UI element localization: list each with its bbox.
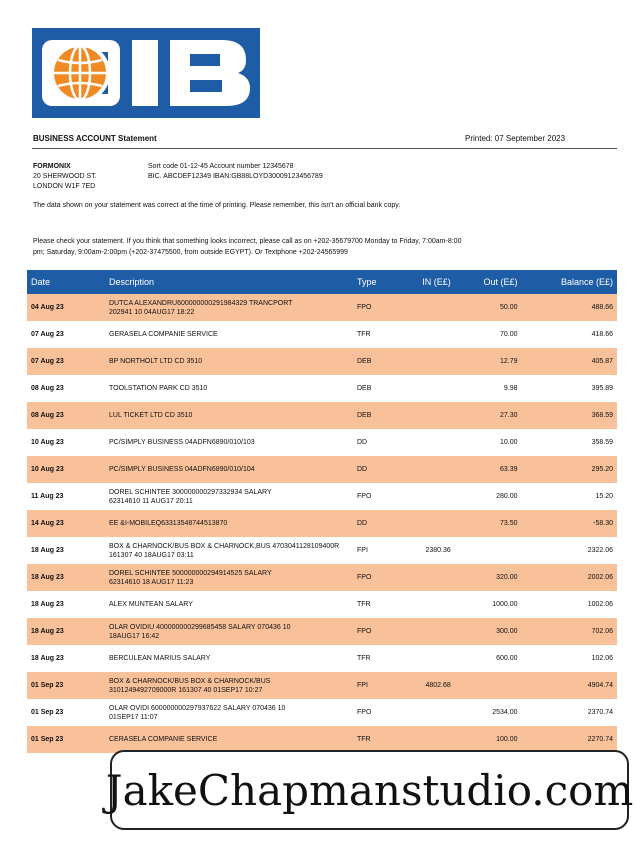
cell-balance: 2270.74 <box>522 726 617 753</box>
cell-date: 01 Sep 23 <box>27 726 105 753</box>
cell-in <box>397 591 455 618</box>
cell-balance: 2322.06 <box>587 547 613 554</box>
cell-description: PC/SIMPLY BUSINESS 04ADFN6890/010/104 <box>105 456 353 483</box>
table-header-row <box>27 270 617 294</box>
cell-out: 600.00 <box>496 655 518 662</box>
cell-date: 01 Sep 23 <box>27 672 105 699</box>
cell-out <box>455 672 522 699</box>
col-out: Out (E£) <box>455 270 522 294</box>
accuracy-notice: The data shown on your statement was correct at the time of printing. Please remember, this isn't an official bank copy. <box>33 202 401 209</box>
cell-balance: 418.66 <box>591 331 613 338</box>
cell-description: ALEX MUNTEAN SALARY <box>109 601 193 608</box>
account-line-2: BIC. ABCDEF12349 IBAN:GB88LOYD30009123456789 <box>148 173 323 180</box>
cell-balance: 395.89 <box>591 385 613 392</box>
cell-balance: 368.59 <box>522 402 617 429</box>
table-row <box>27 429 617 456</box>
cell-date: 08 Aug 23 <box>27 402 105 429</box>
cell-type: FPO <box>357 493 372 500</box>
cell-date: 18 Aug 23 <box>27 564 105 591</box>
cell-balance: 2370.74 <box>587 709 613 716</box>
cell-description: BP NORTHOLT LTD CD 3510 <box>105 348 353 375</box>
cell-in <box>397 726 455 753</box>
cell-out: 2534.00 <box>492 709 518 716</box>
table-row <box>27 645 617 672</box>
cell-date: 18 Aug 23 <box>31 601 64 608</box>
cell-type: TFR <box>353 726 397 753</box>
cell-date: 14 Aug 23 <box>27 510 105 537</box>
cell-description: DOREL SCHINTEE 500000000294914525 SALARY 62314610 18 AUG17 11:23 <box>105 564 353 591</box>
cell-in: 4802.68 <box>397 672 455 699</box>
cell-in <box>397 321 455 348</box>
table-row <box>27 564 617 591</box>
cell-description: LUL TICKET LTD CD 3510 <box>105 402 353 429</box>
statement-title: BUSINESS ACCOUNT Statement <box>33 134 157 143</box>
table-row <box>27 348 617 375</box>
cell-out: 50.00 <box>455 294 522 321</box>
cell-in: 2380.36 <box>425 547 451 554</box>
cell-in <box>397 375 455 402</box>
cell-out: 73.50 <box>455 510 522 537</box>
cell-type: FPI <box>357 547 368 554</box>
cell-date: 04 Aug 23 <box>27 294 105 321</box>
address-line-1: 20 SHERWOOD ST. <box>33 173 97 180</box>
cell-out: 9.98 <box>503 385 518 392</box>
cell-date: 18 Aug 23 <box>27 618 105 645</box>
cell-in <box>397 294 455 321</box>
cell-out: 280.00 <box>496 493 518 500</box>
cell-out: 320.00 <box>455 564 522 591</box>
table-row <box>27 672 617 699</box>
transactions-table <box>27 270 617 753</box>
cell-type: DEB <box>353 402 397 429</box>
cell-balance: 102.06 <box>591 655 613 662</box>
cell-balance: 1002.06 <box>587 601 613 608</box>
cell-type: FPI <box>353 672 397 699</box>
col-balance: Balance (E£) <box>522 270 617 294</box>
cell-type: FPO <box>357 709 372 716</box>
col-type: Type <box>353 270 397 294</box>
cell-description: BERCULEAN MARIUS SALARY <box>109 655 211 662</box>
cell-out: 27.30 <box>455 402 522 429</box>
cell-description: TOOLSTATION PARK CD 3510 <box>109 385 208 392</box>
cell-out: 100.00 <box>455 726 522 753</box>
cell-in <box>397 564 455 591</box>
table-row <box>27 699 617 726</box>
cell-date: 10 Aug 23 <box>31 439 64 446</box>
cell-date: 07 Aug 23 <box>27 348 105 375</box>
cell-out: 1000.00 <box>492 601 518 608</box>
cell-type: TFR <box>357 331 371 338</box>
cell-date: 01 Sep 23 <box>31 709 64 716</box>
table-row <box>27 483 617 510</box>
customer-address <box>33 162 97 192</box>
cell-description: CERASELA COMPANIE SERVICE <box>105 726 353 753</box>
cell-balance: 295.20 <box>522 456 617 483</box>
cell-balance: 488.66 <box>522 294 617 321</box>
cell-in <box>397 402 455 429</box>
cell-date: 07 Aug 23 <box>31 331 64 338</box>
cell-balance: 702.06 <box>522 618 617 645</box>
cell-description: DUTCA ALEXANDRU600000000291984329 TRANCPORT 202941 10 04AUG17 18:22 <box>105 294 353 321</box>
cell-in <box>397 429 455 456</box>
cell-out: 12.79 <box>455 348 522 375</box>
cell-type: DEB <box>357 385 372 392</box>
table-row <box>27 402 617 429</box>
table-row <box>27 456 617 483</box>
cell-description: EE &I-MOBILEQ63313548744513870 <box>105 510 353 537</box>
cell-balance: 2002.06 <box>522 564 617 591</box>
account-line-1: Sort code 01-12-45 Account number 12345678 <box>148 163 294 170</box>
cell-in <box>397 618 455 645</box>
cell-description: BOX & CHARNOCK/BUS BOX & CHARNOCK/BUS 3101249492709000R 161307 40 01SEP17 10:27 <box>105 672 353 699</box>
cell-balance: 4904.74 <box>522 672 617 699</box>
cell-in <box>397 645 455 672</box>
customer-name: FORMONIX <box>33 163 71 170</box>
cell-description: OLAR OVIDIU 400000000299685458 SALARY 070436 10 18AUG17 16:42 <box>105 618 353 645</box>
cell-in <box>397 456 455 483</box>
header-divider <box>32 148 617 149</box>
cell-date: 18 Aug 23 <box>31 655 64 662</box>
cell-description: GERASELA COMPANIE SERVICE <box>109 331 218 338</box>
table-row <box>27 726 617 753</box>
cell-description: PC/SIMPLY BUSINESS 04ADFN6890/010/103 <box>109 439 255 446</box>
cell-description: DOREL SCHINTEE 300000000297332934 SALARY 62314610 11 AUG17 20:11 <box>109 488 272 505</box>
cell-date: 10 Aug 23 <box>27 456 105 483</box>
address-line-2: LONDON W1F 7ED <box>33 183 96 190</box>
watermark-banner: JakeChapmanstudio.com <box>110 750 629 830</box>
cell-type: FPO <box>353 618 397 645</box>
table-row <box>27 591 617 618</box>
cell-type: DD <box>353 510 397 537</box>
table-row <box>27 537 617 564</box>
cell-type: DD <box>353 456 397 483</box>
col-date: Date <box>27 270 105 294</box>
cell-date: 08 Aug 23 <box>31 385 64 392</box>
cib-logo <box>32 28 260 118</box>
col-in: IN (E£) <box>397 270 455 294</box>
col-description: Description <box>105 270 353 294</box>
cell-out: 300.00 <box>455 618 522 645</box>
table-row <box>27 294 617 321</box>
cell-out: 63.39 <box>455 456 522 483</box>
cell-balance: 358.59 <box>591 439 613 446</box>
cell-balance: 405.87 <box>522 348 617 375</box>
cell-date: 18 Aug 23 <box>31 547 64 554</box>
table-row <box>27 375 617 402</box>
cell-type: DD <box>357 439 368 446</box>
cell-out: 10.00 <box>500 439 518 446</box>
cell-type: FPO <box>353 294 397 321</box>
account-details <box>148 162 323 182</box>
cell-date: 11 Aug 23 <box>31 493 64 500</box>
cell-type: DEB <box>353 348 397 375</box>
cell-balance: 15.20 <box>595 493 613 500</box>
table-row <box>27 510 617 537</box>
cell-in <box>397 699 455 726</box>
check-notice: Please check your statement. If you think that something looks incorrect, please call as on +202-35679700 Monday to Friday, 7:00am-8:00 pm; Saturday, 9:00am-2:00pm (+202-37475500, from outside EGYPT). Or Textphone +202-24565999 <box>33 238 462 256</box>
cell-type: TFR <box>357 601 371 608</box>
cell-in <box>397 483 455 510</box>
cell-balance: -58.30 <box>522 510 617 537</box>
printed-date: Printed: 07 September 2023 <box>465 134 566 143</box>
cell-out <box>455 537 522 564</box>
cell-description: OLAR OVIDI 600000000297937622 SALARY 070436 10 01SEP17 11:07 <box>109 704 286 721</box>
cell-in <box>397 510 455 537</box>
cell-out: 70.00 <box>500 331 518 338</box>
cell-in <box>397 348 455 375</box>
table-row <box>27 321 617 348</box>
table-row <box>27 618 617 645</box>
cell-type: TFR <box>357 655 371 662</box>
cell-type: FPO <box>353 564 397 591</box>
cell-description: BOX & CHARNOCK/BUS BOX & CHARNOCK,BUS 4703041128109400R 161307 40 18AUG17 03:11 <box>109 542 340 559</box>
